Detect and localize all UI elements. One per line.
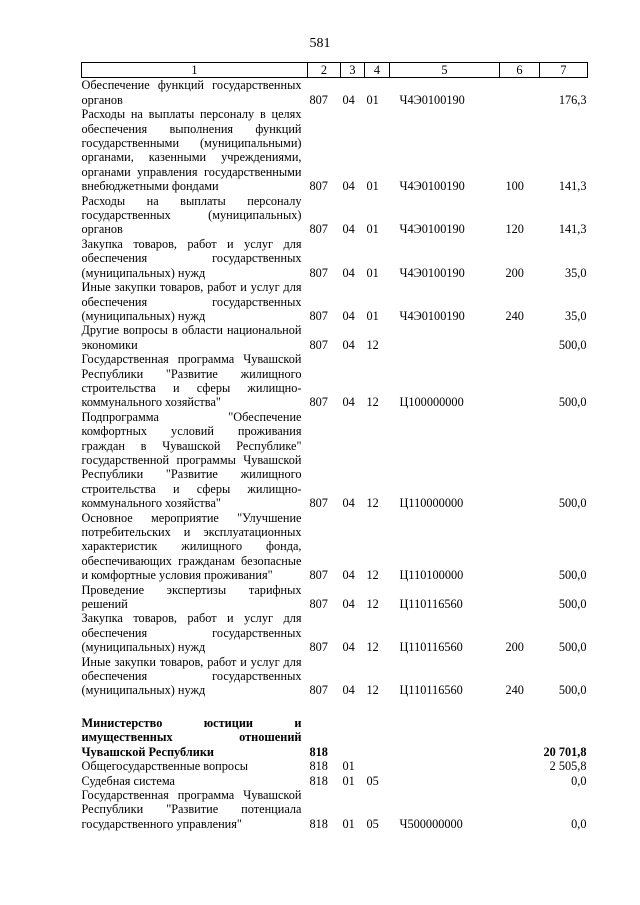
cell-target-article: Ц110116560 — [399, 640, 463, 655]
cell-target-article — [390, 774, 500, 788]
cell-name: Государственная программа Чувашской Республики "Развитие потенциала государственного управления" — [81, 787, 302, 831]
cell-subsection: 12 — [366, 683, 379, 698]
cell-name: Закупка товаров, работ и услуг для обеспечения государственных (муниципальных) нужд — [81, 236, 302, 280]
cell-amount: 500,0 — [558, 337, 587, 352]
cell-name: Обеспечение функций государственных органов — [81, 78, 302, 107]
cell-section: 04 — [342, 179, 355, 194]
cell-ministry-code: 807 — [309, 92, 328, 107]
cell-target-article — [390, 716, 500, 759]
table-row — [82, 410, 588, 511]
cell-expense-type — [500, 352, 540, 410]
cell-expense-type — [500, 410, 540, 511]
cell-expense-type — [500, 788, 540, 831]
header-row — [82, 63, 588, 78]
table-row — [82, 237, 588, 280]
cell-ministry-code: 807 — [309, 222, 328, 237]
cell-subsection: 01 — [366, 222, 379, 237]
cell-expense-type: 200 — [505, 265, 524, 280]
cell-section: 01 — [342, 773, 355, 788]
cell-ministry-code: 818 — [309, 816, 328, 831]
cell-section: 04 — [342, 395, 355, 410]
cell-amount: 0,0 — [571, 816, 587, 831]
table-row — [82, 78, 588, 107]
cell-name: Судебная система — [81, 773, 175, 788]
cell-subsection — [365, 716, 390, 759]
cell-expense-type — [500, 323, 540, 352]
table-row — [82, 655, 588, 698]
cell-section: 04 — [342, 683, 355, 698]
cell-ministry-code: 818 — [309, 744, 328, 759]
cell-section: 01 — [342, 759, 355, 774]
cell-expense-type: 240 — [505, 683, 524, 698]
cell-amount: 500,0 — [558, 640, 587, 655]
cell-section — [341, 716, 365, 759]
cell-expense-type — [500, 78, 540, 107]
cell-expense-type: 120 — [505, 222, 524, 237]
cell-section: 01 — [342, 816, 355, 831]
cell-target-article: Ц110100000 — [399, 568, 464, 583]
cell-name: Министерство юстиции и имущественных отношений Чувашской Республики — [81, 715, 302, 759]
cell-section: 04 — [342, 92, 355, 107]
cell-ministry-code: 807 — [309, 179, 328, 194]
cell-ministry-code: 818 — [309, 759, 328, 774]
cell-ministry-code: 807 — [309, 640, 328, 655]
spacer-row — [82, 698, 588, 716]
cell-subsection: 05 — [366, 816, 379, 831]
cell-expense-type — [500, 716, 540, 759]
header-col-4: 4 — [365, 63, 390, 78]
cell-target-article: Ц110000000 — [399, 496, 464, 511]
cell-amount: 0,0 — [571, 773, 587, 788]
cell-expense-type — [500, 774, 540, 788]
cell-target-article — [390, 323, 500, 352]
cell-subsection: 12 — [366, 395, 379, 410]
cell-ministry-code: 807 — [309, 308, 328, 323]
cell-ministry-code: 807 — [309, 265, 328, 280]
cell-amount: 500,0 — [558, 496, 587, 511]
cell-subsection: 12 — [366, 496, 379, 511]
cell-section: 04 — [342, 265, 355, 280]
cell-expense-type: 100 — [505, 179, 524, 194]
cell-amount: 20 701,8 — [543, 744, 587, 759]
cell-ministry-code: 807 — [309, 496, 328, 511]
cell-amount: 500,0 — [558, 597, 587, 612]
table-row — [82, 352, 588, 410]
cell-expense-type — [500, 583, 540, 612]
cell-target-article — [390, 759, 500, 773]
cell-ministry-code: 807 — [309, 337, 328, 352]
cell-subsection: 12 — [366, 337, 379, 352]
cell-name: Иные закупки товаров, работ и услуг для обеспечения государственных (муниципальных) нужд — [81, 654, 302, 698]
cell-section: 04 — [342, 222, 355, 237]
table-row — [82, 511, 588, 583]
table-row — [82, 583, 588, 612]
cell-amount: 141,3 — [558, 179, 587, 194]
cell-name: Государственная программа Чувашской Республики "Развитие жилищного строительства и сферы жилищно-коммунального хозяйства" — [81, 352, 302, 410]
cell-section: 04 — [342, 308, 355, 323]
cell-subsection: 12 — [366, 568, 379, 583]
cell-target-article: Ч500000000 — [399, 816, 463, 831]
cell-subsection: 01 — [366, 92, 379, 107]
table-row — [82, 107, 588, 193]
cell-subsection: 01 — [366, 265, 379, 280]
cell-name: Другие вопросы в области национальной экономики — [81, 323, 302, 352]
spacer-cell — [82, 698, 588, 716]
cell-amount: 2 505,8 — [549, 759, 587, 774]
header-col-2: 2 — [308, 63, 341, 78]
cell-ministry-code: 818 — [309, 773, 328, 788]
cell-name: Иные закупки товаров, работ и услуг для обеспечения государственных (муниципальных) нужд — [81, 280, 302, 323]
cell-target-article: Ч4Э0100190 — [399, 222, 465, 237]
cell-name: Подпрограмма "Обеспечение комфортных условий проживания граждан в Чувашской Республике" государственной программы Чувашской Республики "Развитие жилищного строительства и сферы жилищно-коммунального хозяйства" — [81, 409, 302, 511]
cell-section: 04 — [342, 337, 355, 352]
header-col-6: 6 — [500, 63, 540, 78]
header-col-7: 7 — [540, 63, 588, 78]
cell-subsection: 12 — [366, 640, 379, 655]
cell-ministry-code: 807 — [309, 568, 328, 583]
cell-ministry-code: 807 — [309, 597, 328, 612]
table-row — [82, 611, 588, 654]
budget-table — [81, 62, 588, 831]
cell-expense-type: 200 — [505, 640, 524, 655]
cell-amount: 141,3 — [558, 222, 587, 237]
cell-section: 04 — [342, 568, 355, 583]
table-row — [82, 774, 588, 788]
cell-target-article: Ч4Э0100190 — [399, 179, 465, 194]
cell-amount: 500,0 — [558, 395, 587, 410]
table-row — [82, 788, 588, 831]
cell-section: 04 — [342, 496, 355, 511]
table-row — [82, 280, 588, 323]
cell-amount: 35,0 — [564, 308, 587, 323]
cell-subsection: 01 — [366, 308, 379, 323]
page-number: 581 — [309, 36, 331, 51]
table-row — [82, 716, 588, 759]
cell-ministry-code: 807 — [309, 683, 328, 698]
cell-target-article: Ч4Э0100190 — [399, 265, 465, 280]
cell-name: Расходы на выплаты персоналу государственных (муниципальных) органов — [81, 193, 302, 237]
cell-subsection: 05 — [366, 773, 379, 788]
cell-target-article: Ч4Э0100190 — [399, 92, 465, 107]
cell-section: 04 — [342, 640, 355, 655]
cell-amount: 500,0 — [558, 683, 587, 698]
cell-name: Закупка товаров, работ и услуг для обеспечения государственных (муниципальных) нужд — [81, 611, 302, 655]
header-col-5: 5 — [390, 63, 500, 78]
cell-subsection — [365, 759, 390, 773]
cell-target-article: Ц110116560 — [399, 597, 463, 612]
cell-subsection: 12 — [366, 597, 379, 612]
cell-amount: 500,0 — [558, 568, 587, 583]
cell-amount: 35,0 — [564, 265, 587, 280]
cell-expense-type — [500, 759, 540, 773]
cell-name: Проведение экспертизы тарифных решений — [81, 582, 302, 612]
cell-amount: 176,3 — [558, 92, 587, 107]
cell-name: Общегосударственные вопросы — [81, 759, 249, 774]
table-row — [82, 323, 588, 352]
cell-name: Основное мероприятие "Улучшение потребительских и эксплуатационных характеристик жилищного фонда, обеспечивающих гражданам безопасные и комфортные условия проживания" — [81, 510, 302, 583]
table-row — [82, 759, 588, 773]
cell-expense-type: 240 — [505, 308, 524, 323]
cell-name: Расходы на выплаты персоналу в целях обеспечения выполнения функций государственными (муниципальными) органами, казенными учреждениями, органами управления государственными внебюджетными фондами — [81, 107, 302, 194]
cell-target-article: Ц100000000 — [399, 395, 464, 410]
cell-target-article: Ц110116560 — [399, 683, 463, 698]
cell-expense-type — [500, 511, 540, 583]
header-col-1: 1 — [82, 63, 308, 78]
cell-subsection: 01 — [366, 179, 379, 194]
header-col-3: 3 — [341, 63, 365, 78]
table-row — [82, 194, 588, 237]
cell-section: 04 — [342, 597, 355, 612]
cell-ministry-code: 807 — [309, 395, 328, 410]
cell-target-article: Ч4Э0100190 — [399, 308, 465, 323]
